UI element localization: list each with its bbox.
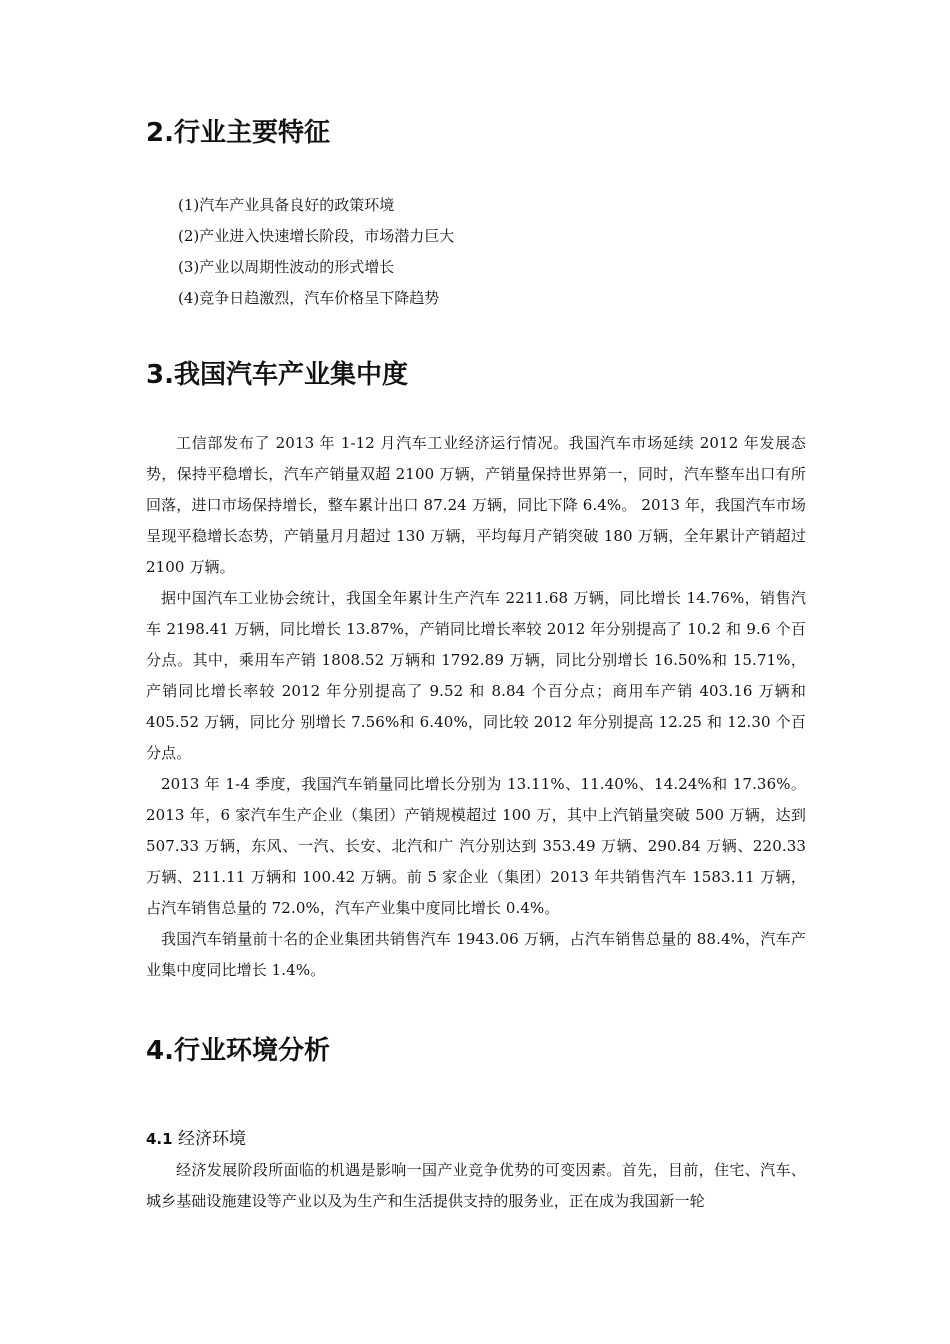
section-4-paragraph-1: 经济发展阶段所面临的机遇是影响一国产业竞争优势的可变因素。首先，目前，住宅、汽车、城乡基础设施建设等产业以及为生产和生活提供支持的服务业，正在成为我国新一轮	[146, 1161, 806, 1210]
section-3-paragraph-3: 2013 年 1-4 季度，我国汽车销量同比增长分别为 13.11%、11.40%、14.24%和 17.36%。2013 年，6 家汽车生产企业（集团）产销规模超过 100 万，其中上汽销量突破 500 万辆，达到 507.33 万辆，东风、一汽、长安、北汽和广 汽分别达到 353.49 万辆、290.84 万辆、220.33 万辆、211.11 万辆和 100.42 万辆。前 5 家企业（集团）2013 年共销售汽车 1583.11 万辆，占汽车销售总量的 72.0%，汽车产业集中度同比增长 0.4%。	[146, 775, 806, 917]
feature-list	[178, 190, 454, 314]
subsection-4-1-heading	[146, 1124, 246, 1154]
subsection-title: 经济环境	[177, 1129, 246, 1149]
subsection-number: 4.1	[146, 1130, 173, 1148]
feature-item-2: (2)产业进入快速增长阶段，市场潜力巨大	[178, 227, 455, 245]
feature-item-3: (3)产业以周期性波动的形式增长	[178, 258, 395, 276]
section-2-heading: 2.行业主要特征	[146, 118, 330, 148]
feature-item-4: (4)竞争日趋激烈，汽车价格呈下降趋势	[178, 289, 440, 307]
section-3-paragraph-2: 据中国汽车工业协会统计，我国全年累计生产汽车 2211.68 万辆，同比增长 14.76%，销售汽车 2198.41 万辆，同比增长 13.87%，产销同比增长率较 2012 年分别提高了 10.2 和 9.6 个百分点。其中，乘用车产销 1808.52 万辆和 1792.89 万辆，同比分别增长 16.50%和 15.71%，产销同比增长率较 2012 年分别提高了 9.52 和 8.84 个百分点；商用车产销 403.16 万辆和 405.52 万辆，同比分 别增长 7.56%和 6.40%，同比较 2012 年分别提高 12.25 和 12.30 个百分点。	[146, 589, 806, 762]
section-4-heading: 4.行业环境分析	[146, 1036, 330, 1066]
section-3-paragraph-1: 工信部发布了 2013 年 1-12 月汽车工业经济运行情况。我国汽车市场延续 2012 年发展态势，保持平稳增长，汽车产销量双超 2100 万辆，产销量保持世界第一，同时，汽车整车出口有所回落，进口市场保持增长，整车累计出口 87.24 万辆，同比下降 6.4%。 2013 年，我国汽车市场呈现平稳增长态势，产销量月月超过 130 万辆，平均每月产销突破 180 万辆，全年累计产销超过 2100 万辆。	[146, 434, 806, 576]
feature-item-1: (1)汽车产业具备良好的政策环境	[178, 196, 395, 214]
section-3-paragraph-4: 我国汽车销量前十名的企业集团共销售汽车 1943.06 万辆，占汽车销售总量的 88.4%，汽车产业集中度同比增长 1.4%。	[146, 930, 806, 979]
section-3-heading: 3.我国汽车产业集中度	[146, 360, 408, 390]
